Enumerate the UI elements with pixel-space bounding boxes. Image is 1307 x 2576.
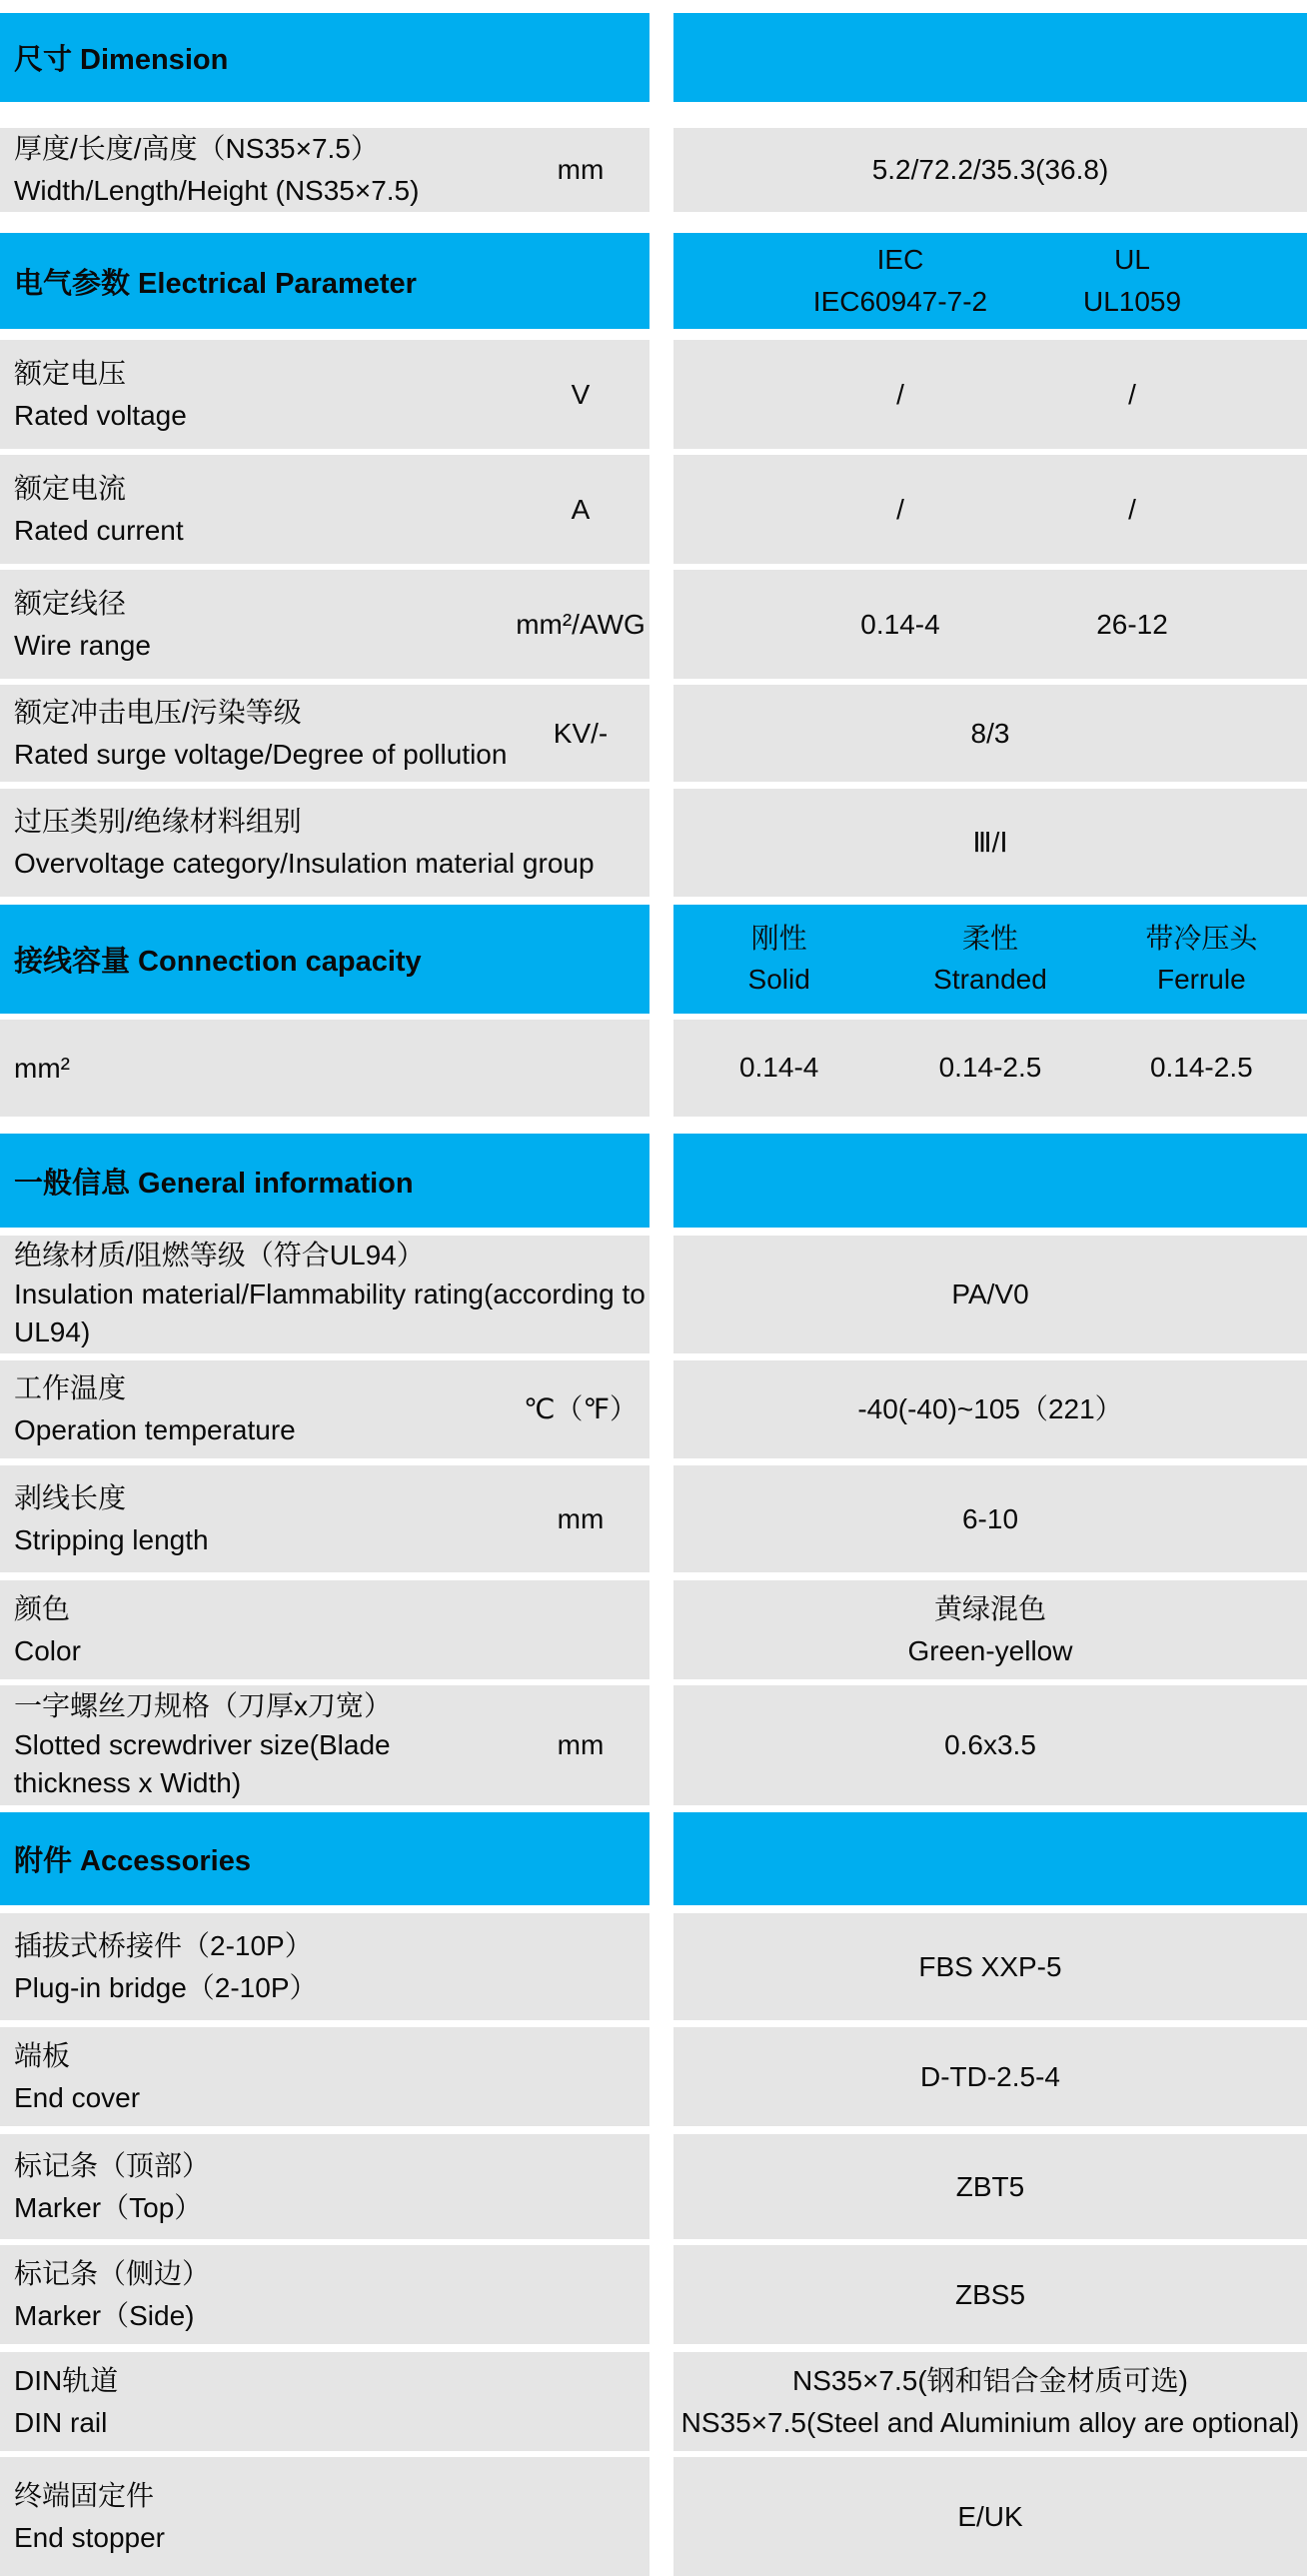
row-color	[0, 1580, 1307, 1679]
row-connection-mm2	[0, 1020, 1307, 1117]
section-header-accessories	[0, 1812, 1307, 1905]
param-label-en: Marker（Side)	[14, 2299, 195, 2331]
param-label	[0, 468, 516, 552]
value-text: ZBT5	[955, 2170, 1025, 2202]
param-label-zh: 额定冲击电压/污染等级	[14, 696, 302, 728]
param-cell	[0, 1913, 650, 2020]
section-header-electrical-left	[0, 233, 650, 329]
param-cell	[0, 570, 650, 679]
value-text: FBS XXP-5	[918, 1950, 1062, 1982]
param-label-zh: 剥线长度	[14, 1481, 127, 1513]
section-header-electrical	[0, 233, 1307, 329]
standard-iec-sub: IEC60947-7-2	[812, 286, 988, 317]
value-cell	[673, 1580, 1307, 1679]
param-cell	[0, 1360, 650, 1458]
section-header-connection-left	[0, 905, 650, 1014]
param-label	[0, 2035, 650, 2119]
param-label-en: Wire range	[14, 629, 151, 661]
param-label-zh: 额定电压	[14, 357, 127, 389]
value-cell	[673, 2245, 1307, 2344]
column-gap	[650, 1913, 673, 2020]
param-label-zh: 插拔式桥接件（2-10P）	[14, 1929, 313, 1961]
param-cell	[0, 455, 650, 564]
value-iec: 0.14-4	[860, 608, 940, 640]
value-cell	[673, 1685, 1307, 1805]
section-header-general	[0, 1134, 1307, 1228]
value-cell	[673, 1913, 1307, 2020]
section-title: 尺寸 Dimension	[14, 44, 229, 76]
param-label	[0, 1925, 650, 2009]
param-label-en: DIN rail	[14, 2406, 108, 2438]
column-gap	[650, 2134, 673, 2239]
value-text: E/UK	[957, 2500, 1023, 2532]
value-iec: /	[896, 493, 904, 525]
standard-ul-label: UL	[1114, 244, 1150, 275]
value-cell	[673, 789, 1307, 897]
unit-cell: mm²/AWG	[516, 608, 646, 640]
value-text: 0.6x3.5	[944, 1729, 1036, 1760]
unit-cell: mm	[557, 1729, 605, 1761]
value-cell	[673, 2134, 1307, 2239]
param-label-en: Width/Length/Height (NS35×7.5)	[14, 175, 420, 206]
value-text: Ⅲ/Ⅰ	[972, 827, 1008, 858]
param-cell	[0, 789, 650, 897]
section-title: 接线容量 Connection capacity	[14, 946, 422, 978]
unit-cell: ℃（℉）	[523, 1393, 639, 1425]
param-label-en: End cover	[14, 2081, 141, 2113]
value-text: 6-10	[961, 1502, 1019, 1534]
value-cell	[673, 2027, 1307, 2126]
param-cell	[0, 2457, 650, 2576]
section-header-dimension	[0, 13, 1307, 102]
param-label-zh: 标记条（顶部）	[14, 2149, 211, 2181]
row-dimension-whl	[0, 128, 1307, 212]
column-gap	[650, 1812, 673, 1905]
column-gap	[650, 2457, 673, 2576]
param-label-zh: 颜色	[14, 1592, 71, 1624]
row-rated-current	[0, 455, 1307, 564]
section-title: 电气参数 Electrical Parameter	[14, 267, 417, 300]
param-label-en: Insulation material/Flammability rating(according to UL94)	[14, 1278, 646, 1348]
value-en: NS35×7.5(Steel and Aluminium alloy are optional)	[680, 2406, 1300, 2438]
param-label-en: Plug-in bridge（2-10P）	[14, 1971, 318, 2003]
param-cell	[0, 2027, 650, 2126]
param-cell	[0, 2245, 650, 2344]
row-rated-voltage	[0, 340, 1307, 449]
value-text	[681, 2360, 1300, 2444]
value-ul: /	[1128, 493, 1136, 525]
column-gap	[650, 340, 673, 449]
column-gap	[650, 1465, 673, 1572]
param-label	[0, 1367, 516, 1451]
value-cell	[673, 2457, 1307, 2576]
row-marker-side	[0, 2245, 1307, 2344]
column-gap	[650, 13, 673, 102]
connection-stranded-zh: 柔性	[961, 922, 1018, 954]
param-label-zh: 端板	[14, 2039, 71, 2071]
column-gap	[650, 789, 673, 897]
param-cell	[0, 1236, 650, 1353]
value-cell	[673, 685, 1307, 782]
value-ul: /	[1128, 378, 1136, 410]
row-operation-temperature	[0, 1360, 1307, 1458]
param-label-en: Rated surge voltage/Degree of pollution	[14, 738, 508, 770]
param-label	[0, 2145, 650, 2229]
param-label	[0, 2253, 650, 2337]
param-label-en: Slotted screwdriver size(Blade thickness x Width)	[14, 1728, 391, 1799]
section-header-electrical-right	[673, 233, 1307, 329]
value-cell	[673, 1360, 1307, 1458]
row-surge-voltage	[0, 685, 1307, 782]
column-gap	[650, 685, 673, 782]
row-stripping-length	[0, 1465, 1307, 1572]
value-text	[908, 1588, 1073, 1672]
value-en: Green-yellow	[907, 1634, 1073, 1666]
column-gap	[650, 570, 673, 679]
connection-ferrule-en: Ferrule	[1156, 963, 1246, 995]
param-label-zh: 标记条（侧边）	[14, 2257, 211, 2289]
value-cell	[673, 455, 1307, 564]
value-cell	[673, 340, 1307, 449]
column-gap	[650, 1685, 673, 1805]
param-cell	[0, 1020, 650, 1117]
param-cell	[0, 1685, 650, 1805]
param-label-zh: 厚度/长度/高度（NS35×7.5）	[14, 133, 379, 164]
param-cell	[0, 685, 650, 782]
value-text: ZBS5	[954, 2278, 1026, 2310]
value-stranded: 0.14-2.5	[938, 1052, 1042, 1084]
section-header-accessories-right	[673, 1812, 1307, 1905]
param-cell	[0, 340, 650, 449]
row-marker-top	[0, 2134, 1307, 2239]
param-label-zh: 工作温度	[14, 1372, 127, 1403]
value-cell	[673, 1465, 1307, 1572]
standard-column-ul	[1083, 239, 1181, 323]
param-label	[0, 583, 516, 667]
section-header-accessories-left	[0, 1812, 650, 1905]
value-text: 8/3	[970, 717, 1010, 749]
value-ul: 26-12	[1096, 608, 1168, 640]
row-plug-in-bridge	[0, 1913, 1307, 2020]
standard-column-iec	[813, 239, 987, 323]
column-gap	[650, 2245, 673, 2344]
column-gap	[650, 1236, 673, 1353]
unit-cell: KV/-	[553, 717, 609, 749]
value-zh: NS35×7.5(钢和铝合金材质可选)	[792, 2364, 1188, 2396]
param-label	[0, 1237, 650, 1352]
param-label-zh: 终端固定件	[14, 2479, 155, 2511]
section-header-connection	[0, 905, 1307, 1014]
row-end-cover	[0, 2027, 1307, 2126]
value-text: -40(-40)~105（221）	[857, 1393, 1123, 1424]
row-din-rail	[0, 2352, 1307, 2451]
connection-stranded-en: Stranded	[933, 963, 1047, 995]
row-insulation	[0, 1236, 1307, 1353]
param-label-en: Rated voltage	[14, 399, 187, 431]
row-screwdriver-size	[0, 1685, 1307, 1805]
param-label-zh: 一字螺丝刀规格（刀厚x刀宽）	[14, 1690, 393, 1722]
param-label	[0, 692, 516, 776]
unit-cell: V	[571, 378, 591, 410]
connection-solid-zh: 刚性	[750, 922, 807, 954]
value-cell	[673, 2352, 1307, 2451]
value-cell	[673, 128, 1307, 212]
column-gap	[650, 2352, 673, 2451]
param-label	[0, 1588, 650, 1672]
column-gap	[650, 905, 673, 1014]
param-label	[0, 801, 650, 885]
column-gap	[650, 233, 673, 329]
param-cell	[0, 1465, 650, 1572]
param-label-zh: 过压类别/绝缘材料组别	[14, 806, 302, 837]
section-header-dimension-right	[673, 13, 1307, 102]
row-wire-range	[0, 570, 1307, 679]
unit-cell: mm	[557, 1502, 605, 1534]
param-label-en: Operation temperature	[14, 1414, 296, 1445]
param-label: mm²	[14, 1052, 70, 1084]
param-label-en: Marker（Top）	[14, 2191, 203, 2223]
param-label-zh: 绝缘材质/阻燃等级（符合UL94）	[14, 1240, 425, 1272]
column-gap	[650, 1580, 673, 1679]
value-cell	[673, 1236, 1307, 1353]
value-text: PA/V0	[951, 1279, 1029, 1309]
section-header-general-left	[0, 1134, 650, 1228]
section-title: 一般信息 General information	[14, 1167, 414, 1200]
section-title: 附件 Accessories	[14, 1845, 251, 1877]
param-label	[0, 1687, 516, 1803]
param-cell	[0, 2352, 650, 2451]
column-gap	[650, 2027, 673, 2126]
connection-solid-en: Solid	[747, 963, 810, 995]
param-label-zh: 额定电流	[14, 472, 127, 504]
standard-ul-sub: UL1059	[1082, 286, 1182, 317]
param-label-en: Rated current	[14, 514, 184, 546]
param-cell	[0, 1580, 650, 1679]
param-label-zh: 额定线径	[14, 587, 127, 619]
column-gap	[650, 1020, 673, 1117]
param-cell	[0, 128, 650, 212]
param-label-en: Color	[14, 1634, 81, 1666]
value-cell	[673, 570, 1307, 679]
param-label	[0, 353, 516, 437]
param-label	[0, 128, 516, 212]
column-gap	[650, 1134, 673, 1228]
value-text: 5.2/72.2/35.3(36.8)	[871, 154, 1109, 185]
value-iec: /	[896, 378, 904, 410]
unit-cell: A	[571, 493, 591, 525]
column-gap	[650, 128, 673, 212]
section-header-general-right	[673, 1134, 1307, 1228]
value-solid: 0.14-4	[738, 1052, 819, 1084]
value-text: D-TD-2.5-4	[919, 2060, 1060, 2092]
row-overvoltage	[0, 789, 1307, 897]
connection-column-ferrule	[1096, 919, 1307, 1000]
standard-iec-label: IEC	[876, 244, 924, 275]
value-cell	[673, 1020, 1307, 1117]
connection-column-solid	[673, 919, 884, 1000]
param-label-en: Overvoltage category/Insulation material group	[14, 848, 595, 879]
param-label-en: End stopper	[14, 2521, 165, 2553]
row-end-stopper	[0, 2457, 1307, 2576]
param-label-zh: DIN轨道	[14, 2364, 119, 2396]
section-header-dimension-left	[0, 13, 650, 102]
value-zh: 黄绿混色	[933, 1592, 1046, 1624]
param-label-en: Stripping length	[14, 1523, 209, 1555]
param-cell	[0, 2134, 650, 2239]
column-gap	[650, 455, 673, 564]
column-gap	[650, 1360, 673, 1458]
section-header-connection-right	[673, 905, 1307, 1014]
value-ferrule: 0.14-2.5	[1149, 1052, 1253, 1084]
connection-ferrule-zh: 带冷压头	[1145, 922, 1258, 954]
connection-column-stranded	[884, 919, 1095, 1000]
unit-cell: mm	[557, 154, 605, 186]
param-label	[0, 2360, 650, 2444]
param-label	[0, 2475, 650, 2559]
param-label	[0, 1477, 516, 1561]
